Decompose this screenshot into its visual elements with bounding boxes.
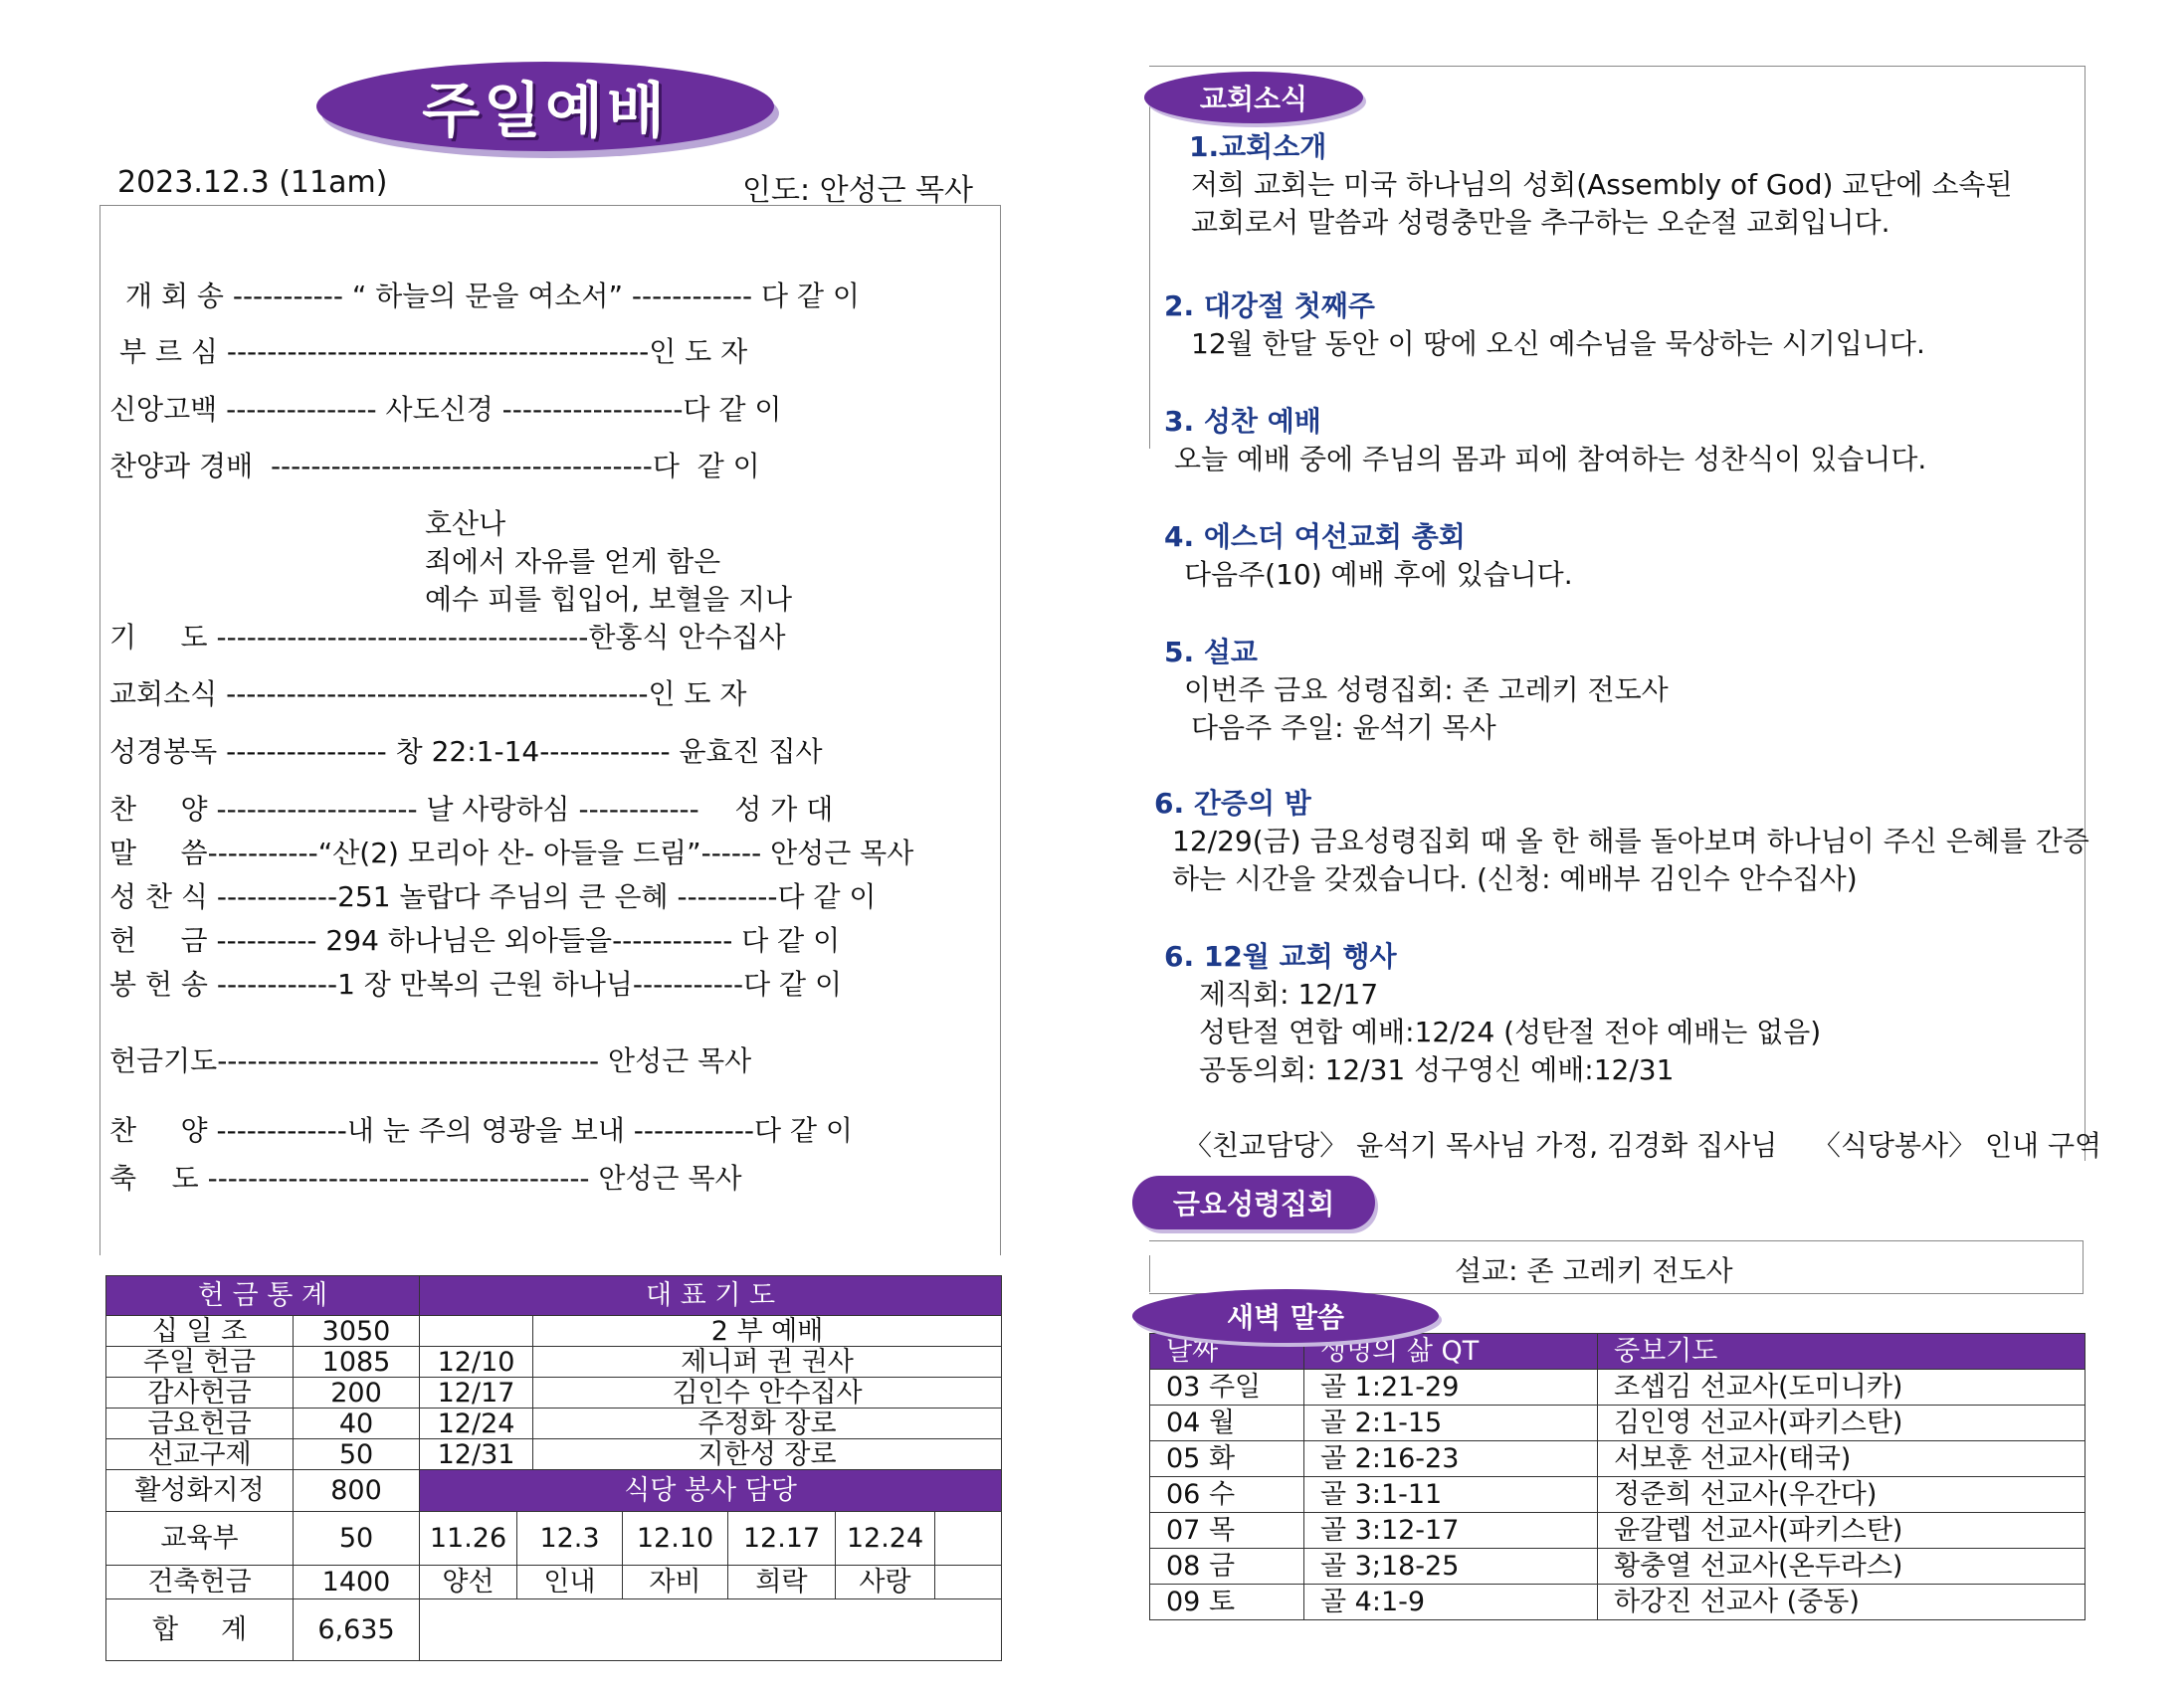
qt-header-date: 날짜 (1150, 1334, 1304, 1370)
offering-amount: 3050 (294, 1316, 420, 1347)
offering-name: 교육부 (106, 1512, 294, 1566)
cafeteria-group: 희락 (728, 1566, 836, 1599)
qt-passage: 골 4:1-9 (1304, 1585, 1598, 1620)
offering-name: 선교구제 (106, 1439, 294, 1470)
offering-table (105, 1275, 1002, 1661)
news-text: 다음주(10) 예배 후에 있습니다. (1184, 558, 1573, 591)
offering-amount: 200 (294, 1378, 420, 1409)
order-line: 기 도 -------------------------------------한홍식 안수집사 (109, 621, 786, 654)
duty-line: 〈친교담당〉 윤석기 목사님 가정, 김경화 집사님 〈식당봉사〉 인내 구역 (1184, 1129, 2102, 1162)
qt-header-prayer: 중보기도 (1598, 1334, 2085, 1370)
qt-prayer: 윤갈렙 선교사(파키스탄) (1598, 1513, 2085, 1549)
cafeteria-group: 인내 (517, 1566, 623, 1599)
order-line: 개 회 송 ----------- “ 하늘의 문을 여소서” ------------ 다 같 이 (125, 280, 860, 312)
offering-amount: 1400 (294, 1566, 420, 1599)
qt-day: 06 수 (1150, 1477, 1304, 1513)
order-line: 찬 양 -------------내 눈 주의 영광을 보내 ------------다 같 이 (109, 1114, 853, 1147)
friday-sermon: 설교: 존 고레키 전도사 (1455, 1254, 1733, 1287)
qt-passage: 골 3:12-17 (1304, 1513, 1598, 1549)
offering-amount: 800 (294, 1470, 420, 1512)
news-text: 제직회: 12/17 (1199, 978, 1379, 1011)
news-text: 저희 교회는 미국 하나님의 성회(Assembly of God) 교단에 소속된 (1191, 168, 2013, 201)
offering-amount: 40 (294, 1409, 420, 1439)
order-line: 성경봉독 ---------------- 창 22:1-14------------- 윤효진 집사 (109, 735, 823, 768)
friday-sermon-left-border (1149, 1255, 1150, 1292)
offering-header: 헌 금 통 계 (106, 1276, 420, 1316)
news-text: 다음주 주일: 윤석기 목사 (1191, 711, 1496, 744)
offering-amount: 50 (294, 1439, 420, 1470)
qt-day: 08 금 (1150, 1549, 1304, 1585)
qt-prayer: 황충열 선교사(온두라스) (1598, 1549, 2085, 1585)
offering-total-label: 합 계 (106, 1599, 294, 1661)
qt-header-passage: 생명의 삶 QT (1304, 1334, 1598, 1370)
prayer-header: 대 표 기 도 (420, 1276, 1002, 1316)
prayer-name: 제니퍼 권 권사 (533, 1347, 1002, 1378)
dawn-word-title: 새벽 말씀 (1227, 1301, 1344, 1334)
news-text: 성탄절 연합 예배:12/24 (성탄절 전야 예배는 없음) (1199, 1016, 1822, 1048)
offering-name: 십 일 조 (106, 1316, 294, 1347)
offering-name: 금요헌금 (106, 1409, 294, 1439)
service-date: 2023.12.3 (11am) (117, 165, 388, 200)
qt-prayer: 김인영 선교사(파키스탄) (1598, 1406, 2085, 1441)
order-line: 찬 양 -------------------- 날 사랑하심 ------------ 성 가 대 (109, 793, 834, 826)
offering-amount: 1085 (294, 1347, 420, 1378)
news-heading: 5. 설교 (1164, 636, 1258, 668)
qt-day: 04 월 (1150, 1406, 1304, 1441)
praise-song: 예수 피를 힙입어, 보혈을 지나 (425, 583, 793, 616)
qt-prayer: 정준희 선교사(우간다) (1598, 1477, 2085, 1513)
cafeteria-date: 12.3 (517, 1512, 623, 1566)
prayer-name: 주정화 장로 (533, 1409, 1002, 1439)
cafeteria-group: 양선 (420, 1566, 517, 1599)
cafeteria-date: 12.10 (623, 1512, 728, 1566)
news-text: 오늘 예배 중에 주님의 몸과 피에 참여하는 성찬식이 있습니다. (1174, 443, 1927, 475)
friday-meeting-title: 금요성령집회 (1172, 1188, 1335, 1221)
church-news-title: 교회소식 (1199, 83, 1308, 115)
offering-name: 주일 헌금 (106, 1347, 294, 1378)
prayer-service: 2 부 예배 (533, 1316, 1002, 1347)
order-line: 봉 헌 송 ------------1 장 만복의 근원 하나님-----------다 같 이 (109, 968, 843, 1001)
news-text: 하는 시간을 갖겠습니다. (신청: 예배부 김인수 안수집사) (1172, 862, 1858, 895)
qt-prayer: 서보훈 선교사(태국) (1598, 1441, 2085, 1477)
offering-amount: 50 (294, 1512, 420, 1566)
cafeteria-group: 자비 (623, 1566, 728, 1599)
news-heading: 1.교회소개 (1189, 130, 1327, 163)
news-text: 12/29(금) 금요성령집회 때 올 한 해를 돌아보며 하나님이 주신 은혜를 간증 (1172, 825, 2089, 857)
news-text: 공동의회: 12/31 성구영신 예배:12/31 (1199, 1053, 1675, 1086)
offering-name: 건축헌금 (106, 1566, 294, 1599)
qt-passage: 골 2:1-15 (1304, 1406, 1598, 1441)
order-line: 성 찬 식 ------------251 놀랍다 주님의 큰 은혜 ----------다 같 이 (109, 880, 877, 913)
news-heading: 2. 대강절 첫째주 (1164, 289, 1375, 322)
cafeteria-date: 11.26 (420, 1512, 517, 1566)
qt-passage: 골 2:16-23 (1304, 1441, 1598, 1477)
order-line: 헌 금 ---------- 294 하나님은 외아들을------------ 다 같 이 (109, 924, 841, 957)
offering-total: 6,635 (294, 1599, 420, 1661)
qt-passage: 골 3;18-25 (1304, 1549, 1598, 1585)
qt-day: 09 토 (1150, 1585, 1304, 1620)
qt-prayer: 조셉김 선교사(도미니카) (1598, 1370, 2085, 1406)
prayer-name: 지한성 장로 (533, 1439, 1002, 1470)
qt-day: 05 화 (1150, 1441, 1304, 1477)
order-line: 헌금기도-------------------------------------- 안성근 목사 (109, 1044, 752, 1077)
prayer-date: 12/10 (420, 1347, 533, 1378)
church-news-badge (1144, 72, 1363, 123)
worship-title: 주일예배 (422, 77, 669, 146)
praise-song: 죄에서 자유를 얻게 함은 (425, 545, 721, 578)
cafeteria-group: 사랑 (836, 1566, 935, 1599)
news-box-left-border (1149, 95, 1150, 449)
news-heading: 4. 에스더 여선교회 총회 (1164, 520, 1466, 553)
qt-day: 03 주일 (1150, 1370, 1304, 1406)
offering-name: 활성화지정 (106, 1470, 294, 1512)
prayer-date: 12/31 (420, 1439, 533, 1470)
news-heading: 6. 간증의 밤 (1154, 787, 1311, 820)
order-line: 신앙고백 --------------- 사도신경 ------------------다 같 이 (109, 393, 782, 426)
order-line: 말 씀-----------“산(2) 모리아 산- 아들을 드림”------ 안성근 목사 (109, 837, 914, 869)
friday-meeting-badge (1132, 1176, 1375, 1229)
news-text: 이번주 금요 성령집회: 존 고레키 전도사 (1184, 673, 1669, 706)
order-line: 교회소식 ------------------------------------------인 도 자 (109, 677, 747, 710)
order-line: 축 도 -------------------------------------- 안성근 목사 (109, 1162, 742, 1195)
service-leader: 인도: 안성근 목사 (742, 173, 974, 208)
prayer-date: 12/24 (420, 1409, 533, 1439)
news-heading: 3. 성찬 예배 (1164, 405, 1321, 438)
worship-title-badge (316, 62, 774, 151)
news-text: 교회로서 말씀과 성령충만을 추구하는 오순절 교회입니다. (1191, 206, 1890, 239)
qt-day: 07 목 (1150, 1513, 1304, 1549)
dawn-word-badge (1132, 1289, 1439, 1343)
news-text: 12월 한달 동안 이 땅에 오신 예수님을 묵상하는 시기입니다. (1191, 327, 1925, 360)
cafeteria-header: 식당 봉사 담당 (420, 1470, 1002, 1512)
cafeteria-date: 12.24 (836, 1512, 935, 1566)
cafeteria-date: 12.17 (728, 1512, 836, 1566)
order-line: 부 르 심 ------------------------------------------인 도 자 (119, 335, 748, 368)
qt-passage: 골 1:21-29 (1304, 1370, 1598, 1406)
praise-song: 호산나 (425, 507, 506, 540)
qt-prayer: 하강진 선교사 (중동) (1598, 1585, 2085, 1620)
qt-passage: 골 3:1-11 (1304, 1477, 1598, 1513)
news-heading: 6. 12월 교회 행사 (1164, 940, 1397, 973)
offering-name: 감사헌금 (106, 1378, 294, 1409)
order-line: 찬양과 경배 --------------------------------------다 같 이 (109, 450, 760, 482)
prayer-name: 김인수 안수집사 (533, 1378, 1002, 1409)
dawn-qt-table (1149, 1333, 2085, 1620)
prayer-date: 12/17 (420, 1378, 533, 1409)
